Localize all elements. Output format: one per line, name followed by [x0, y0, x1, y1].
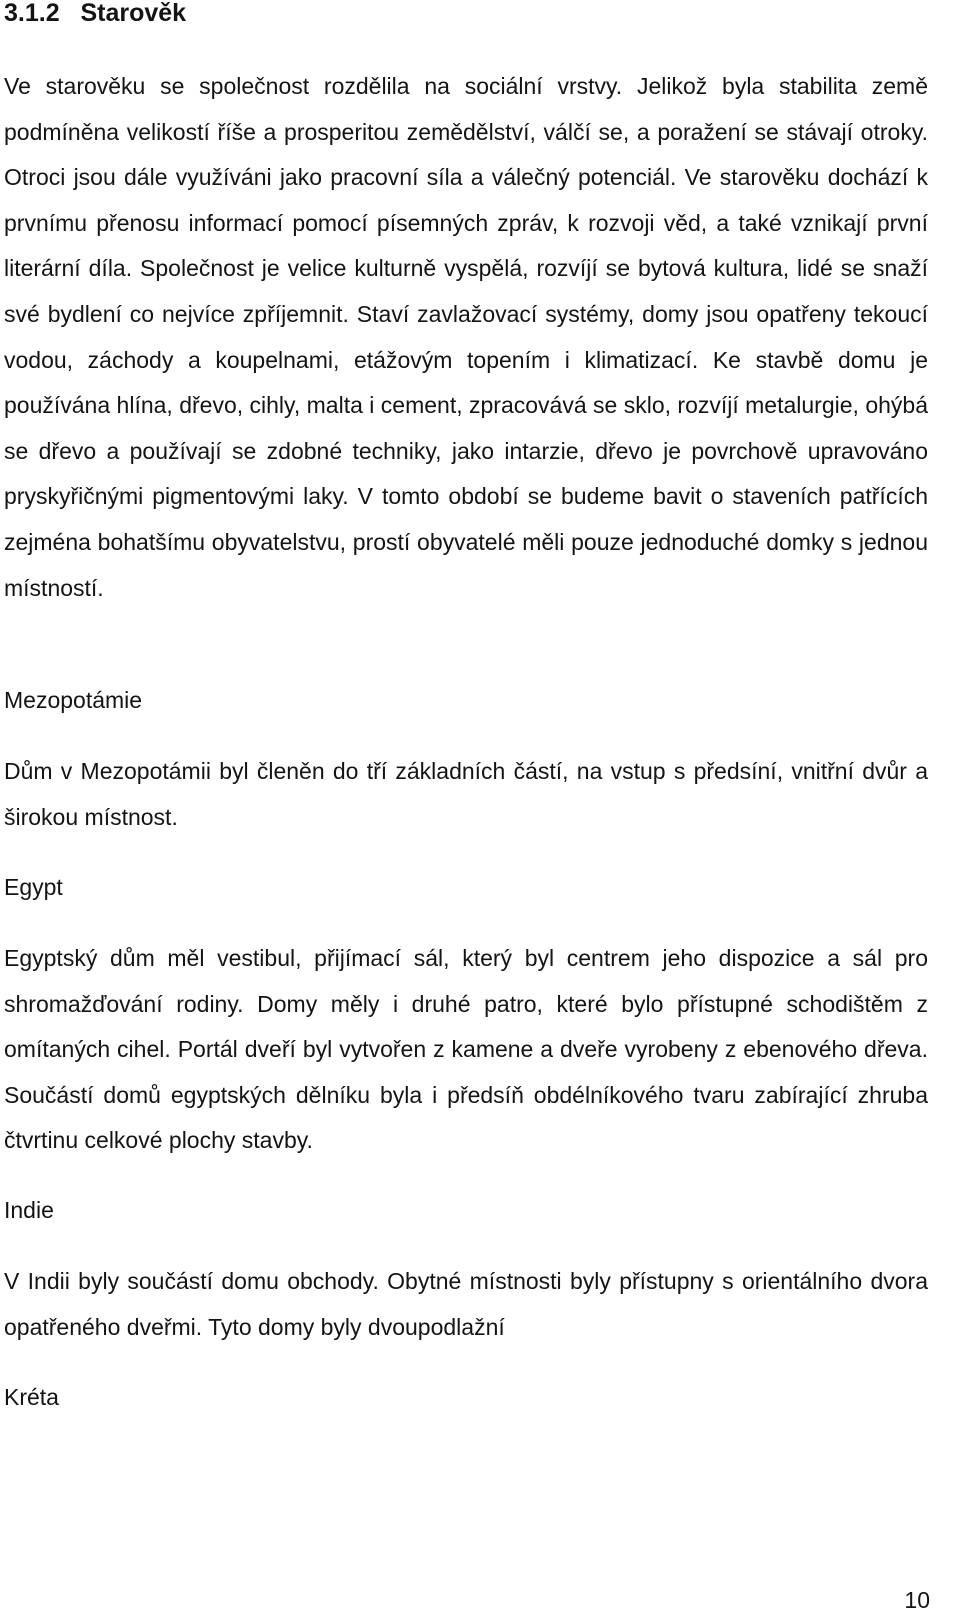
- paragraph-egypt: Egyptský dům měl vestibul, přijímací sál, který byl centrem jeho dispozice a sál pro shromažďování rodiny. Domy měly i druhé patro, které bylo přístupné schodištěm z omítaných cihel. Portál dveří byl vytvořen z kamene a dveře vyrobeny z ebenového dřeva. Součástí domů egyptských dělníku byla i předsíň obdélníkového tvaru zabírající zhruba čtvrtinu celkové plochy stavby.: [4, 945, 928, 1154]
- paragraph-indie: V Indii byly součástí domu obchody. Obytné místnosti byly přístupny s orientálního dvora opatřeného dveřmi. Tyto domy byly dvoupodlažní: [4, 1268, 928, 1340]
- subheading-egypt: Egypt: [4, 874, 63, 900]
- paragraph-mezopotamie: Dům v Mezopotámii byl členěn do tří základních částí, na vstup s předsíní, vnitřní dvůr a širokou místnost.: [4, 758, 928, 830]
- subheading-indie: Indie: [4, 1197, 54, 1223]
- section-number: 3.1.2: [4, 0, 60, 27]
- section-title: Starověk: [80, 0, 187, 27]
- section-heading: [4, 0, 186, 29]
- subheading-kreta: Kréta: [4, 1384, 59, 1410]
- subheading-mezopotamie: Mezopotámie: [4, 687, 143, 713]
- intro-paragraph: Ve starověku se společnost rozdělila na sociální vrstvy. Jelikož byla stabilita země podmíněna velikostí říše a prosperitou zemědělství, válčí se, a poražení se stávají otroky. Otroci jsou dále využíváni jako pracovní síla a válečný potenciál. Ve starověku dochází k prvnímu přenosu informací pomocí písemných zpráv, k rozvoji věd, a také vznikají první literární díla. Společnost je velice kulturně vyspělá, rozvíjí se bytová kultura, lidé se snaží své bydlení co nejvíce zpříjemnit. Staví zavlažovací systémy, domy jsou opatřeny tekoucí vodou, záchody a koupelnami, etážovým topením i klimatizací. Ke stavbě domu je používána hlína, dřevo, cihly, malta i cement, zpracovává se sklo, rozvíjí metalurgie, ohýbá se dřevo a používají se zdobné techniky, jako intarzie, dřevo je povrchově upravováno pryskyřičnými pigmentovými laky. V tomto období se budeme bavit o staveních patřících zejména bohatšímu obyvatelstvu, prostí obyvatelé měli pouze jednoduché domky s jednou místností.: [4, 73, 928, 601]
- page-number: 10: [904, 1587, 930, 1613]
